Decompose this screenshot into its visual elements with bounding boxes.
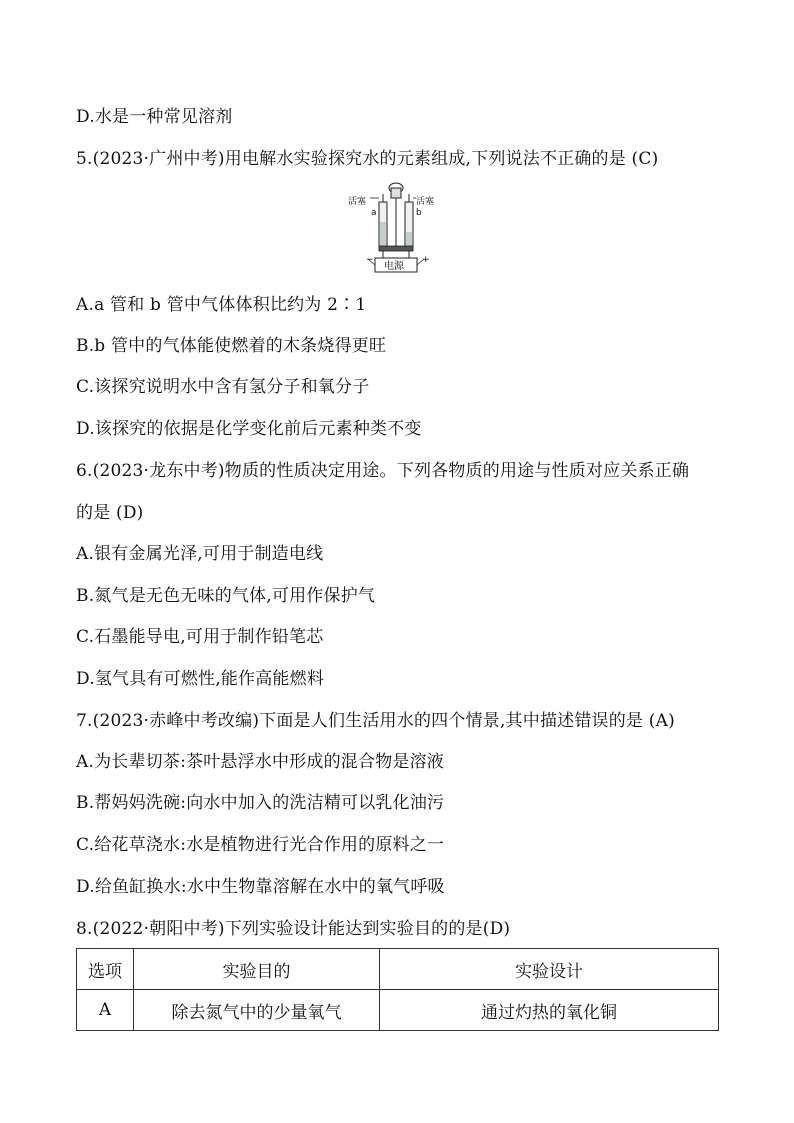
option-7c: C.给花草浇水:水是植物进行光合作用的原料之一	[76, 835, 445, 855]
electrolysis-apparatus-figure	[346, 180, 438, 274]
table-header-row	[77, 949, 719, 990]
option-5d: D.该探究的依据是化学变化前后元素种类不变	[76, 419, 422, 439]
valve-right-label: 活塞	[416, 197, 435, 207]
option-7d: D.给鱼缸换水:水中生物靠溶解在水中的氧气呼吸	[76, 877, 445, 897]
cell-option: A	[77, 990, 134, 1031]
electrolysis-diagram	[346, 180, 438, 274]
question-7-stem: 7.(2023·赤峰中考改编)下面是人们生活用水的四个情景,其中描述错误的是 (A)	[76, 711, 675, 731]
option-5c: C.该探究说明水中含有氢分子和氧分子	[76, 377, 370, 397]
minus-label: −	[366, 255, 374, 265]
question-8-stem: 8.(2022·朝阳中考)下列实验设计能达到实验目的的是(D)	[76, 919, 511, 939]
cell-design: 通过灼热的氧化铜	[380, 990, 719, 1031]
tube-a-label: a	[371, 208, 377, 218]
question-6-stem-line2: 的是 (D)	[76, 503, 144, 523]
cell-purpose: 除去氮气中的少量氧气	[134, 990, 380, 1031]
option-7a: A.为长辈切茶:茶叶悬浮水中形成的混合物是溶液	[76, 752, 445, 772]
power-label: 电源	[384, 261, 404, 272]
tube-b-label: b	[416, 208, 422, 218]
option-5b: B.b 管中的气体能使燃着的木条烧得更旺	[76, 336, 387, 356]
option-5d-prev: D.水是一种常见溶剂	[76, 107, 233, 127]
option-7b: B.帮妈妈洗碗:向水中加入的洗洁精可以乳化油污	[76, 793, 445, 813]
question-5-stem: 5.(2023·广州中考)用电解水实验探究水的元素组成,下列说法不正确的是 (C)	[76, 149, 659, 169]
header-option: 选项	[77, 949, 134, 990]
valve-left-label: 活塞	[348, 197, 367, 207]
option-6c: C.石墨能导电,可用于制作铅笔芯	[76, 627, 324, 647]
option-6b: B.氮气是无色无味的气体,可用作保护气	[76, 586, 376, 606]
option-6d: D.氢气具有可燃性,能作高能燃料	[76, 669, 325, 689]
question-6-stem-line1: 6.(2023·龙东中考)物质的性质决定用途。下列各物质的用途与性质对应关系正确	[76, 461, 690, 481]
option-6a: A.银有金属光泽,可用于制造电线	[76, 544, 324, 564]
option-5a: A.a 管和 b 管中气体体积比约为 2∶1	[76, 295, 367, 315]
experiment-table	[76, 948, 719, 1031]
plus-label: +	[422, 255, 430, 265]
table-row	[77, 990, 719, 1031]
header-purpose: 实验目的	[134, 949, 380, 990]
header-design: 实验设计	[380, 949, 719, 990]
